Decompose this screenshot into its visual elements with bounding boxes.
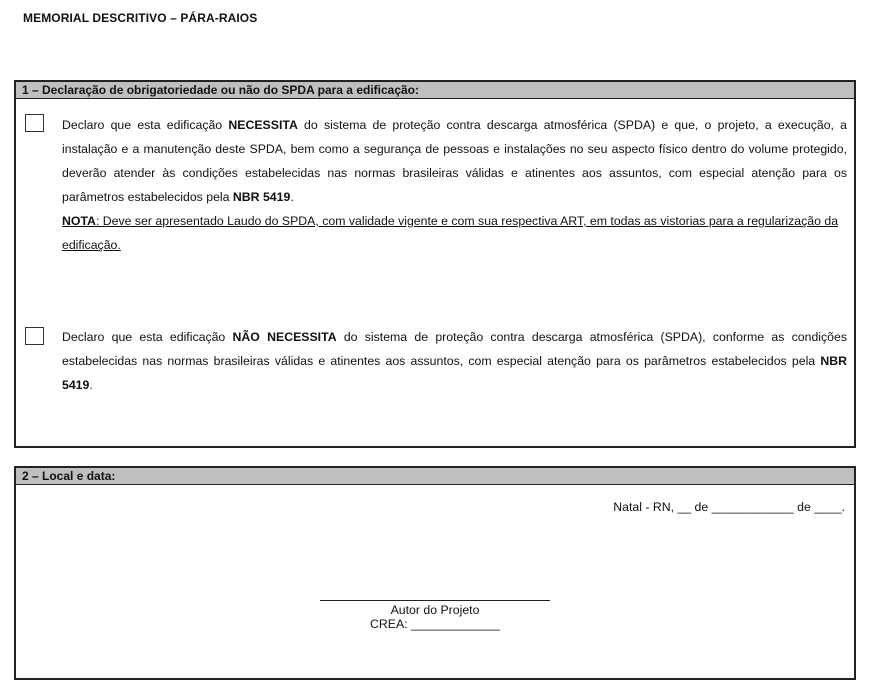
- necessita-text-c: .: [290, 190, 294, 204]
- author-label: Autor do Projeto: [390, 603, 480, 617]
- necessita-checkbox[interactable]: [25, 114, 44, 132]
- necessita-text-a: Declaro que esta edificação: [62, 118, 229, 132]
- signature-block: [320, 600, 550, 631]
- place-date-line: Natal - RN, __ de ____________ de ____.: [613, 500, 845, 514]
- section-1-header: 1 – Declaração de obrigatoriedade ou não do SPDA para a edificação:: [16, 82, 854, 99]
- place-date-section: [14, 466, 856, 680]
- document-title: MEMORIAL DESCRITIVO – PÁRA-RAIOS: [23, 11, 258, 25]
- nao-necessita-keyword: NÃO NECESSITA: [232, 330, 337, 344]
- nao-necessita-declaration: [62, 325, 847, 397]
- nao-necessita-norm: NBR 5419: [62, 354, 847, 392]
- necessita-declaration: [62, 113, 847, 257]
- spda-declaration-section: [14, 80, 856, 448]
- necessita-norm: NBR 5419: [232, 190, 291, 204]
- crea-label: CREA: _____________: [370, 617, 500, 631]
- nao-necessita-text-c: .: [89, 378, 93, 392]
- nao-necessita-text-a: Declaro que esta edificação: [62, 330, 233, 344]
- nota-paragraph: [62, 209, 847, 257]
- nao-necessita-checkbox[interactable]: [25, 327, 44, 345]
- necessita-text-b: do sistema de proteção contra descarga atmosférica (SPDA) e que, o projeto, a execução, a instalação e a manutenção deste SPDA, bem como a segurança de pessoas e instalações no seu aspecto físico dentro do volume protegido, deverão atender às condições estabelecidas nas normas brasileiras válidas e atinentes aos assuntos, com especial atenção para os parâmetros estabelecidos pela: [62, 118, 848, 204]
- section-2-header: 2 – Local e data:: [16, 468, 854, 485]
- signature-line: [320, 600, 550, 601]
- nao-necessita-text-b: do sistema de proteção contra descarga atmosférica (SPDA), conforme as condições estabelecidas nas normas brasileiras válidas e atinentes aos assuntos, com especial atenção para os parâmetros estabelecidos pela: [62, 330, 847, 368]
- nota-text: : Deve ser apresentado Laudo do SPDA, com validade vigente e com sua respectiva ART, em todas as vistorias para a regularização da edificação.: [62, 214, 839, 252]
- nota-label: NOTA: [62, 214, 96, 228]
- necessita-keyword: NECESSITA: [228, 118, 298, 132]
